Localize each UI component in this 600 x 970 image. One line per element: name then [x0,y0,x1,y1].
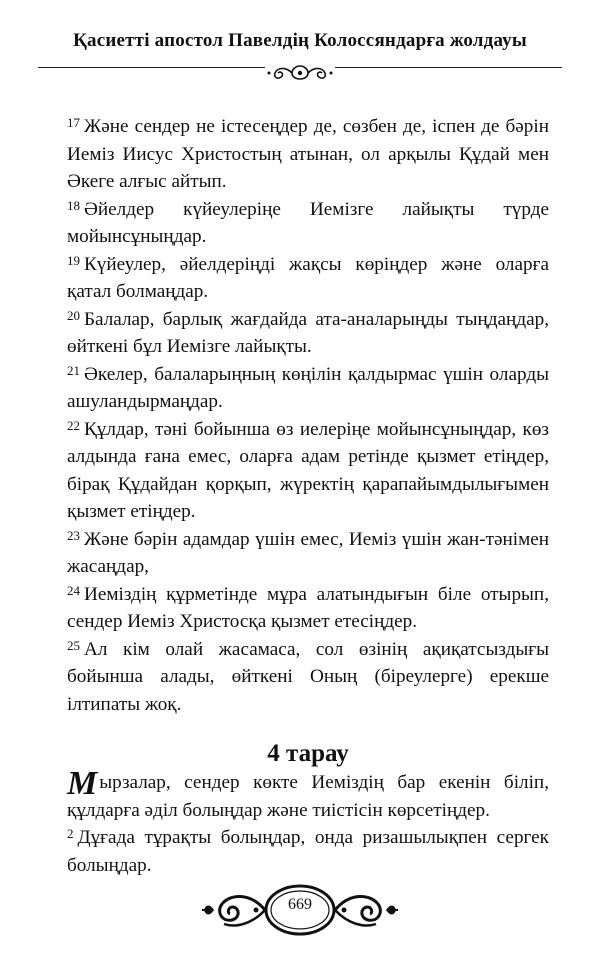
verse [67,581,549,636]
verse-number: 19 [67,252,80,268]
verse [67,361,549,416]
verse-number: 24 [67,582,80,598]
page-body [67,113,549,879]
verse-text: Дұғада тұрақты болыңдар, онда ризашылықпен сергек болыңдар. [67,827,549,876]
verse-number: 17 [67,115,80,130]
verse-text: Иеміздің құрметінде мұра алатындығын біле отырып, сендер Иеміз Христосқа қызмет етесіңдер. [67,583,549,632]
running-title: Қасиетті апостол Павелдің Колоссяндарға жолдауы [73,30,527,51]
verse [67,196,549,251]
verse [67,306,549,361]
verse [67,113,549,196]
drop-cap: М [67,765,98,802]
verse-text: Әйелдер күйеулеріңе Иемізге лайықты түрде мойынсұныңдар. [67,198,549,247]
page-number: 669 [288,896,312,913]
verse-number: 23 [67,527,80,543]
verse-text: Және бәрін адамдар үшін емес, Иеміз үшін жан-тәнімен жасаңдар, [67,528,549,577]
verse-number: 2 [67,826,74,841]
verse [67,251,549,306]
verse-text: Балалар, барлық жағдайда ата-аналарыңды тыңдаңдар, өйткені бұл Иемізге лайықты. [67,308,549,357]
verse-number: 21 [67,362,80,378]
verse-number: 22 [67,417,80,433]
verse [67,416,549,526]
verse-text: Және сендер не істесеңдер де, сөзбен де, іспен де бәрін Иеміз Иисус Христостың атынан, ол арқылы Құдай мен Әкеге алғыс айтып. [67,116,549,192]
verse [67,824,549,879]
header-ornament-icon [265,62,335,84]
verse [67,765,549,824]
chapter-heading: 4 тарау [267,740,349,767]
verse-number: 20 [67,307,80,323]
verse-text: Әкелер, балаларыңның көңілін қалдырмас үшін оларды ашуландырмаңдар. [67,363,549,412]
verse-number: 18 [67,197,80,213]
verse-number: 25 [67,637,80,653]
verse-text: Ал кім олай жасамаса, сол өзінің ақиқатсыздығы бойынша алады, өйткені Оның (біреулерге) ерекше ілтипаты жоқ. [67,638,549,715]
verse-text: ырзалар, сендер көкте Иеміздің бар екенін біліп, құлдарға әділ болыңдар және тиістісін көрсетіңдер. [67,772,549,821]
verse-text: Күйеулер, әйелдеріңді жақсы көріңдер және оларға қатал болмаңдар. [67,253,549,302]
verse-text: Құлдар, тәні бойынша өз иелеріңе мойынсұныңдар, көз алдында ғана емес, оларға адам ретінде қызмет етіңдер, бірақ Құдайдан қорқып, жүректің қарапайымдылығымен қызмет етіңдер. [67,418,549,522]
verse [67,526,549,581]
verse [67,636,549,719]
